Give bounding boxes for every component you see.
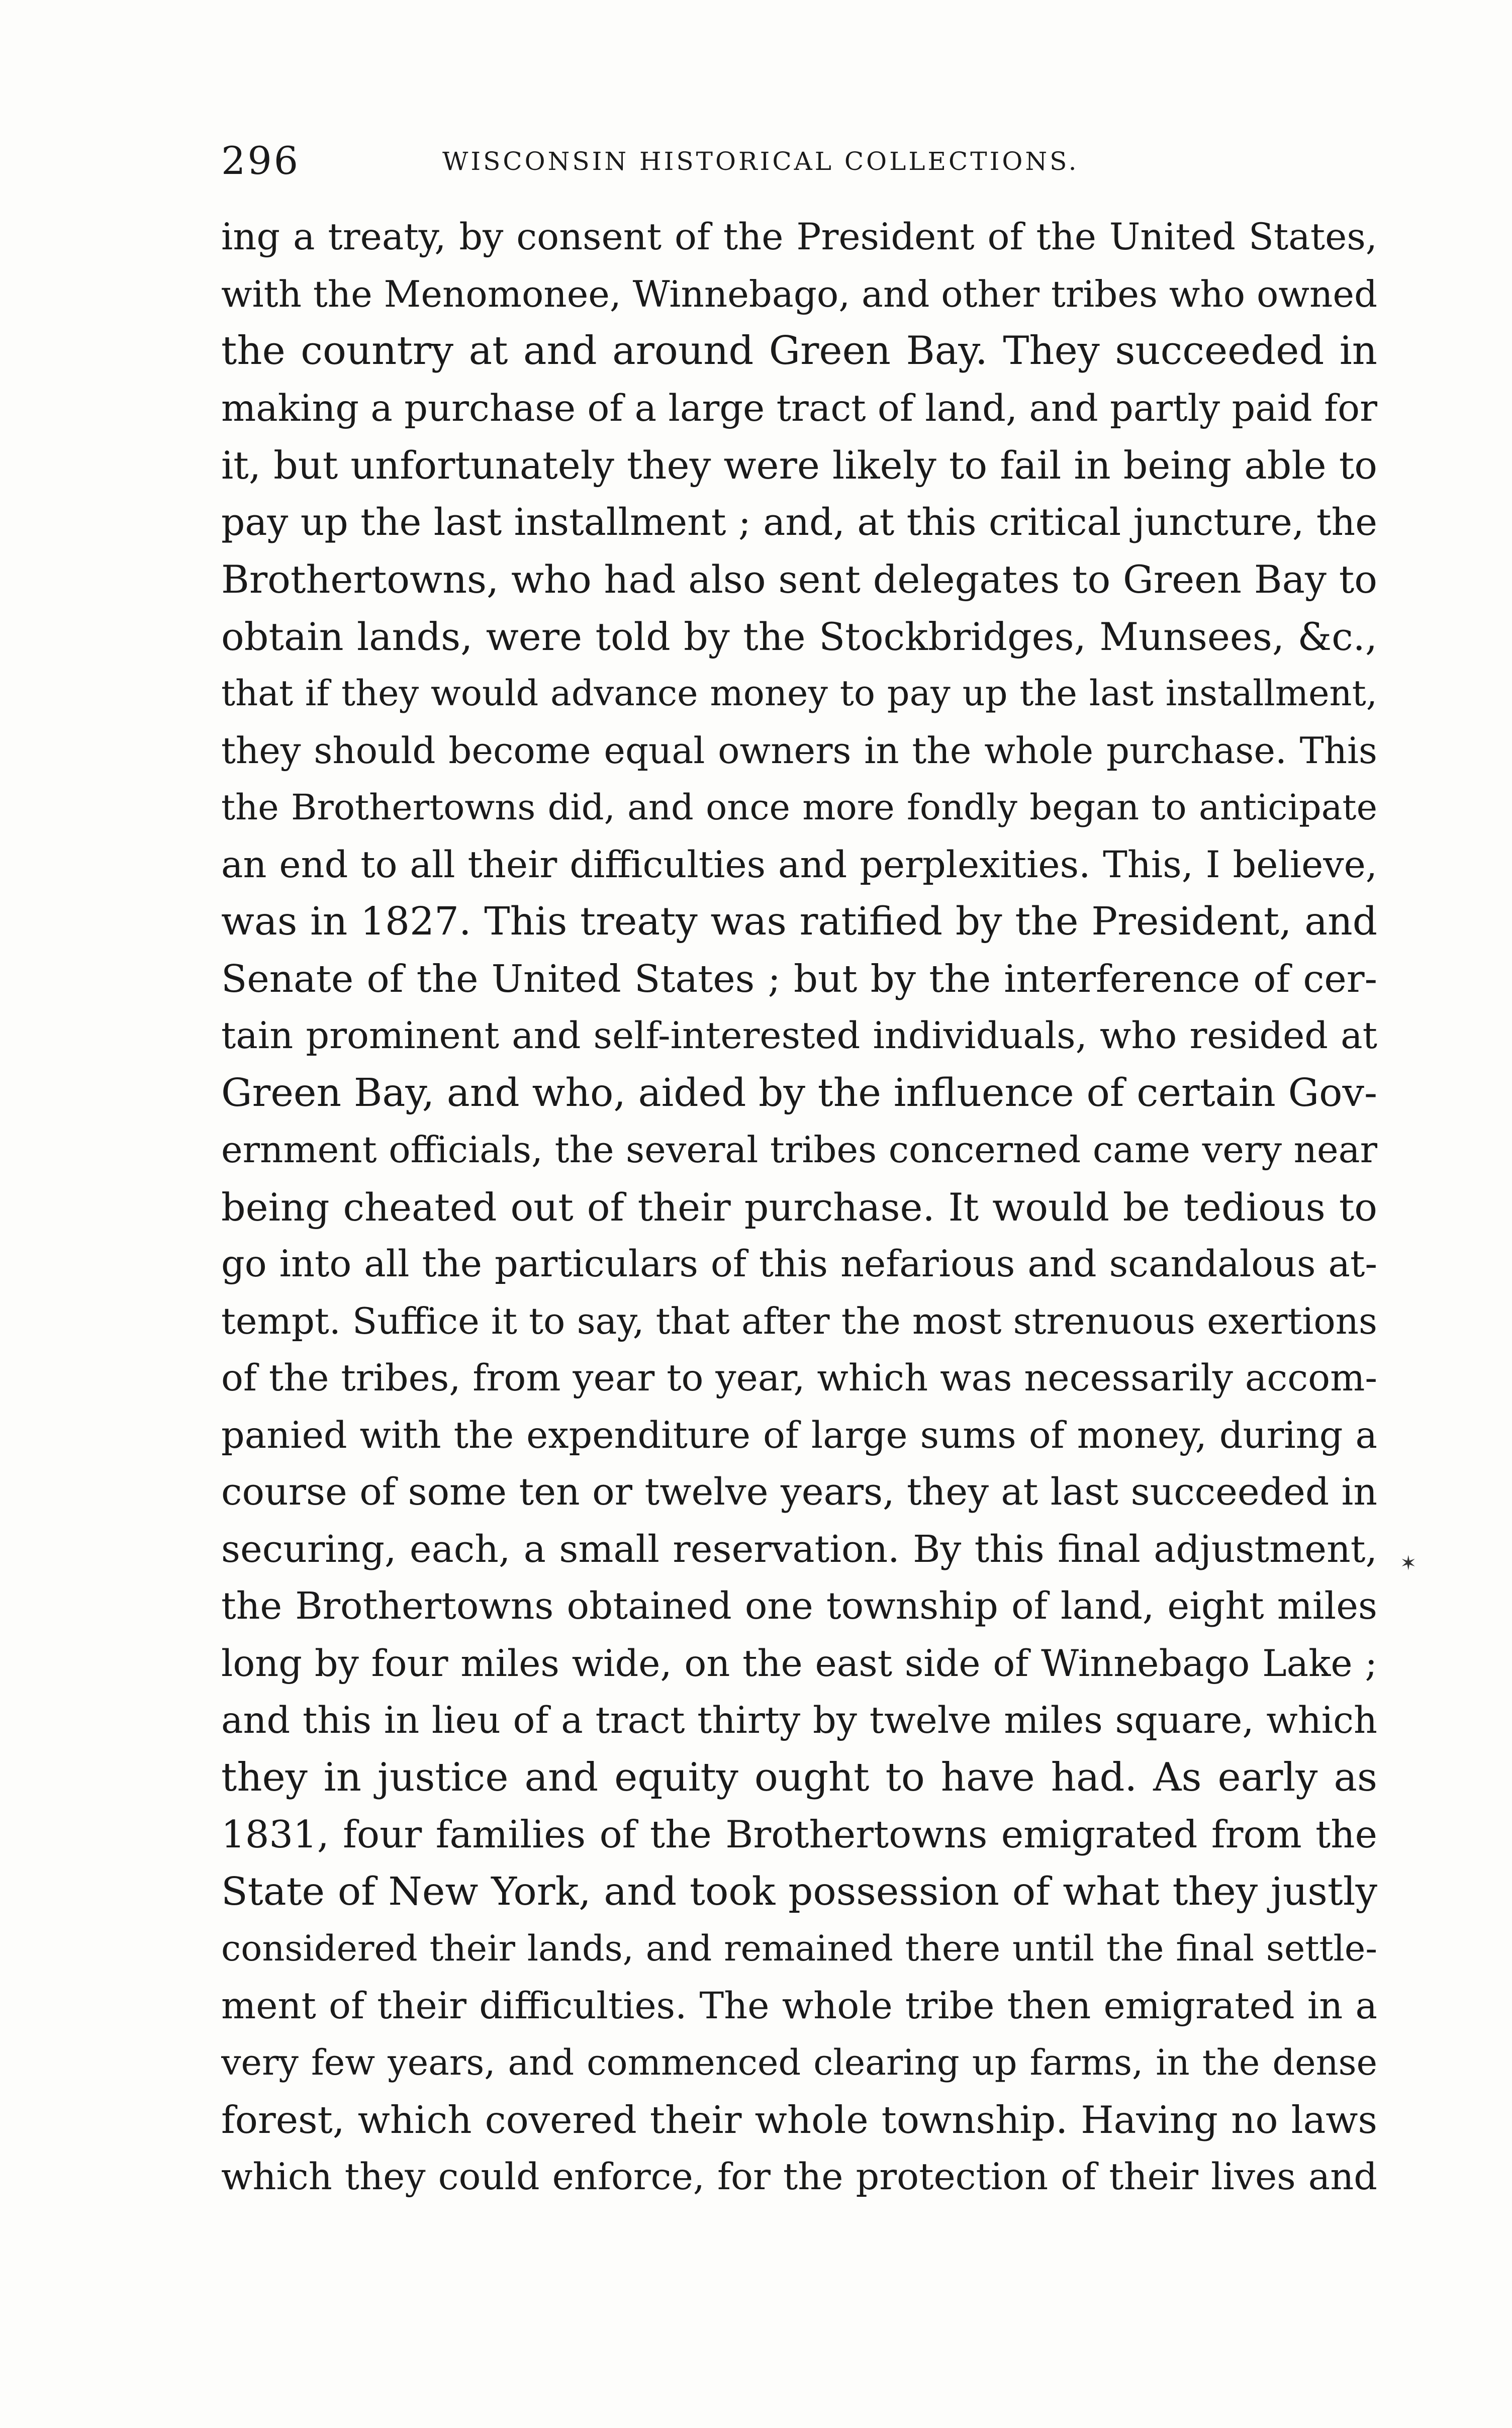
text-line: which they could enforce, for the protection of their lives and	[221, 2156, 1377, 2198]
text-line: they in justice and equity ought to have had. As early as	[221, 1754, 1377, 1800]
text-line: making a purchase of a large tract of land, and partly paid for	[221, 387, 1377, 430]
text-line: they should become equal owners in the whole purchase. This	[221, 729, 1377, 772]
text-line: pay up the last installment ; and, at this critical juncture, the	[221, 500, 1377, 544]
text-line: ment of their difficulties. The whole tribe then emigrated in a	[221, 1984, 1377, 2027]
text-line: Brothertowns, who had also sent delegates to Green Bay to	[221, 557, 1377, 602]
text-line: Senate of the United States ; but by the interference of cer-	[221, 956, 1377, 1001]
text-line: long by four miles wide, on the east side of Winnebago Lake ;	[221, 1642, 1377, 1685]
text-line: 1831, four families of the Brothertowns emigrated from the	[221, 1812, 1377, 1856]
text-line: tempt. Suffice it to say, that after the most strenuous exertions	[221, 1299, 1377, 1342]
text-line: that if they would advance money to pay up the last installment,	[221, 673, 1377, 714]
text-line: forest, which covered their whole township. Having no laws	[221, 2097, 1377, 2142]
text-line: and this in lieu of a tract thirty by twelve miles square, which	[221, 1699, 1377, 1742]
margin-mark-icon: ✶	[1400, 1552, 1417, 1575]
text-line: tain prominent and self-interested individuals, who resided at	[221, 1014, 1377, 1057]
text-line: obtain lands, were told by the Stockbridges, Munsees, &c.,	[221, 614, 1377, 659]
running-head-title: WISCONSIN HISTORICAL COLLECTIONS.	[442, 147, 1079, 176]
text-line: ernment officials, the several tribes concerned came very near	[221, 1129, 1377, 1171]
text-line: Green Bay, and who, aided by the influence of certain Gov-	[221, 1070, 1377, 1115]
text-line: of the tribes, from year to year, which was necessarily accom-	[221, 1357, 1377, 1399]
text-line: was in 1827. This treaty was ratified by the President, and	[221, 899, 1377, 944]
text-line: the country at and around Green Bay. They succeeded in	[221, 328, 1377, 373]
text-line: securing, each, a small reservation. By this final adjustment,	[221, 1527, 1377, 1571]
text-line: ing a treaty, by consent of the President of the United States,	[221, 216, 1377, 258]
text-line: panied with the expenditure of large sums of money, during a	[221, 1414, 1377, 1457]
text-line: the Brothertowns obtained one township of land, eight miles	[221, 1584, 1377, 1628]
text-line: go into all the particulars of this nefarious and scandalous at-	[221, 1243, 1377, 1285]
text-line: being cheated out of their purchase. It would be tedious to	[221, 1184, 1377, 1230]
text-line: an end to all their difficulties and perplexities. This, I believe,	[221, 843, 1377, 886]
text-line: course of some ten or twelve years, they at last succeeded in	[221, 1470, 1377, 1514]
text-line: State of New York, and took possession of what they justly	[221, 1869, 1377, 1914]
page-number: 296	[221, 138, 301, 183]
text-line: considered their lands, and remained there until the final settle-	[221, 1928, 1377, 1969]
text-line: very few years, and commenced clearing up farms, in the dense	[221, 2042, 1377, 2083]
text-line: the Brothertowns did, and once more fondly began to anticipate	[221, 787, 1377, 828]
running-head	[221, 133, 1377, 189]
text-line: it, but unfortunately they were likely to fail in being able to	[221, 443, 1377, 488]
text-line: with the Menomonee, Winnebago, and other tribes who owned	[221, 272, 1377, 315]
body-text	[221, 209, 1377, 2206]
